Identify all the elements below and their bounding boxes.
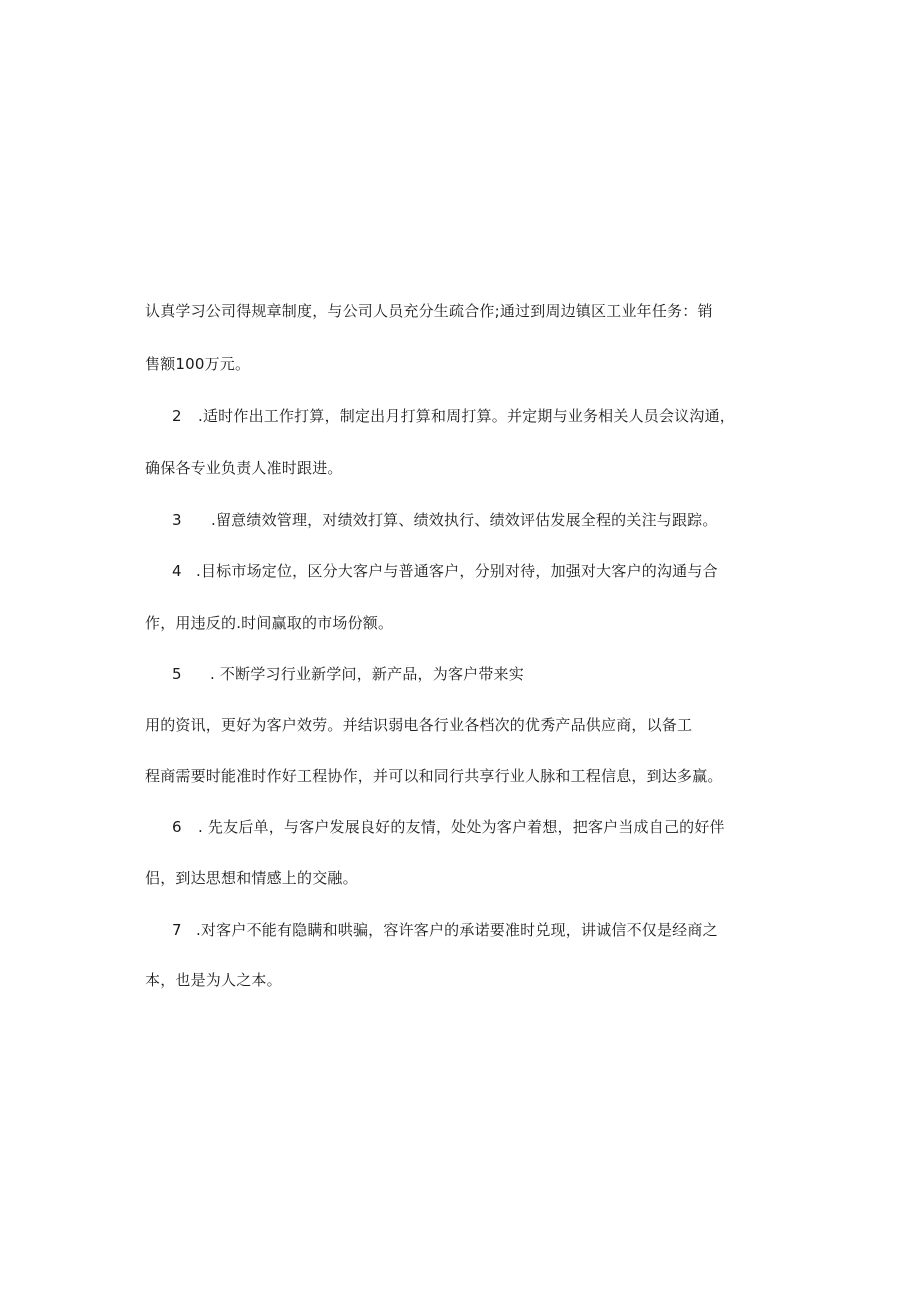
line-text: .适时作出工作打算，制定出月打算和周打算。并定期与业务相关人员会议沟通， <box>198 407 735 425</box>
paragraph-line <box>145 458 343 478</box>
paragraph-line <box>145 354 250 374</box>
paragraph-line <box>145 715 692 735</box>
paragraph-line <box>145 970 282 990</box>
paragraph-line <box>172 817 725 837</box>
paragraph-line <box>172 561 718 581</box>
line-text: .对客户不能有隐瞒和哄骗，容许客户的承诺要准时兑现，讲诚信不仅是经商之 <box>196 921 718 939</box>
item-number: 6 <box>172 818 182 836</box>
paragraph-line <box>145 301 713 321</box>
paragraph-line <box>172 406 735 426</box>
item-number: 2 <box>172 407 182 425</box>
line-text: 用的资讯，更好为客户效劳。并结识弱电各行业各档次的优秀产品供应商，以备工 <box>145 716 693 734</box>
line-text: .留意绩效管理，对绩效打算、绩效执行、绩效评估发展全程的关注与跟踪。 <box>211 511 718 529</box>
item-number: 7 <box>172 921 182 939</box>
paragraph-line <box>172 920 718 940</box>
item-number: 5 <box>172 665 182 683</box>
line-text: . 不断学习行业新学问，新产品，为客户带来实 <box>210 665 524 683</box>
line-text: 侣，到达思想和情感上的交融。 <box>145 869 358 887</box>
item-number: 4 <box>172 562 182 580</box>
line-text: 本，也是为人之本。 <box>145 971 282 989</box>
line-text: 售额100万元。 <box>145 355 251 373</box>
paragraph-line <box>145 613 393 633</box>
paragraph-line <box>145 766 723 786</box>
paragraph-line <box>172 664 524 684</box>
paragraph-line <box>172 510 718 530</box>
line-text: 确保各专业负责人准时跟进。 <box>145 459 343 477</box>
item-number: 3 <box>172 511 182 529</box>
line-text: .目标市场定位，区分大客户与普通客户，分别对待，加强对大客户的沟通与合 <box>196 562 718 580</box>
line-text: 作，用违反的.时间赢取的市场份额。 <box>145 614 394 632</box>
line-text: . 先友后单，与客户发展良好的友情，处处为客户着想，把客户当成自己的好伴 <box>198 818 725 836</box>
line-text: 认真学习公司得规章制度，与公司人员充分生疏合作;通过到周边镇区工业年任务：销 <box>145 302 713 320</box>
paragraph-line <box>145 868 358 888</box>
line-text: 程商需要时能准时作好工程协作，并可以和同行共享行业人脉和工程信息，到达多赢。 <box>145 767 723 785</box>
